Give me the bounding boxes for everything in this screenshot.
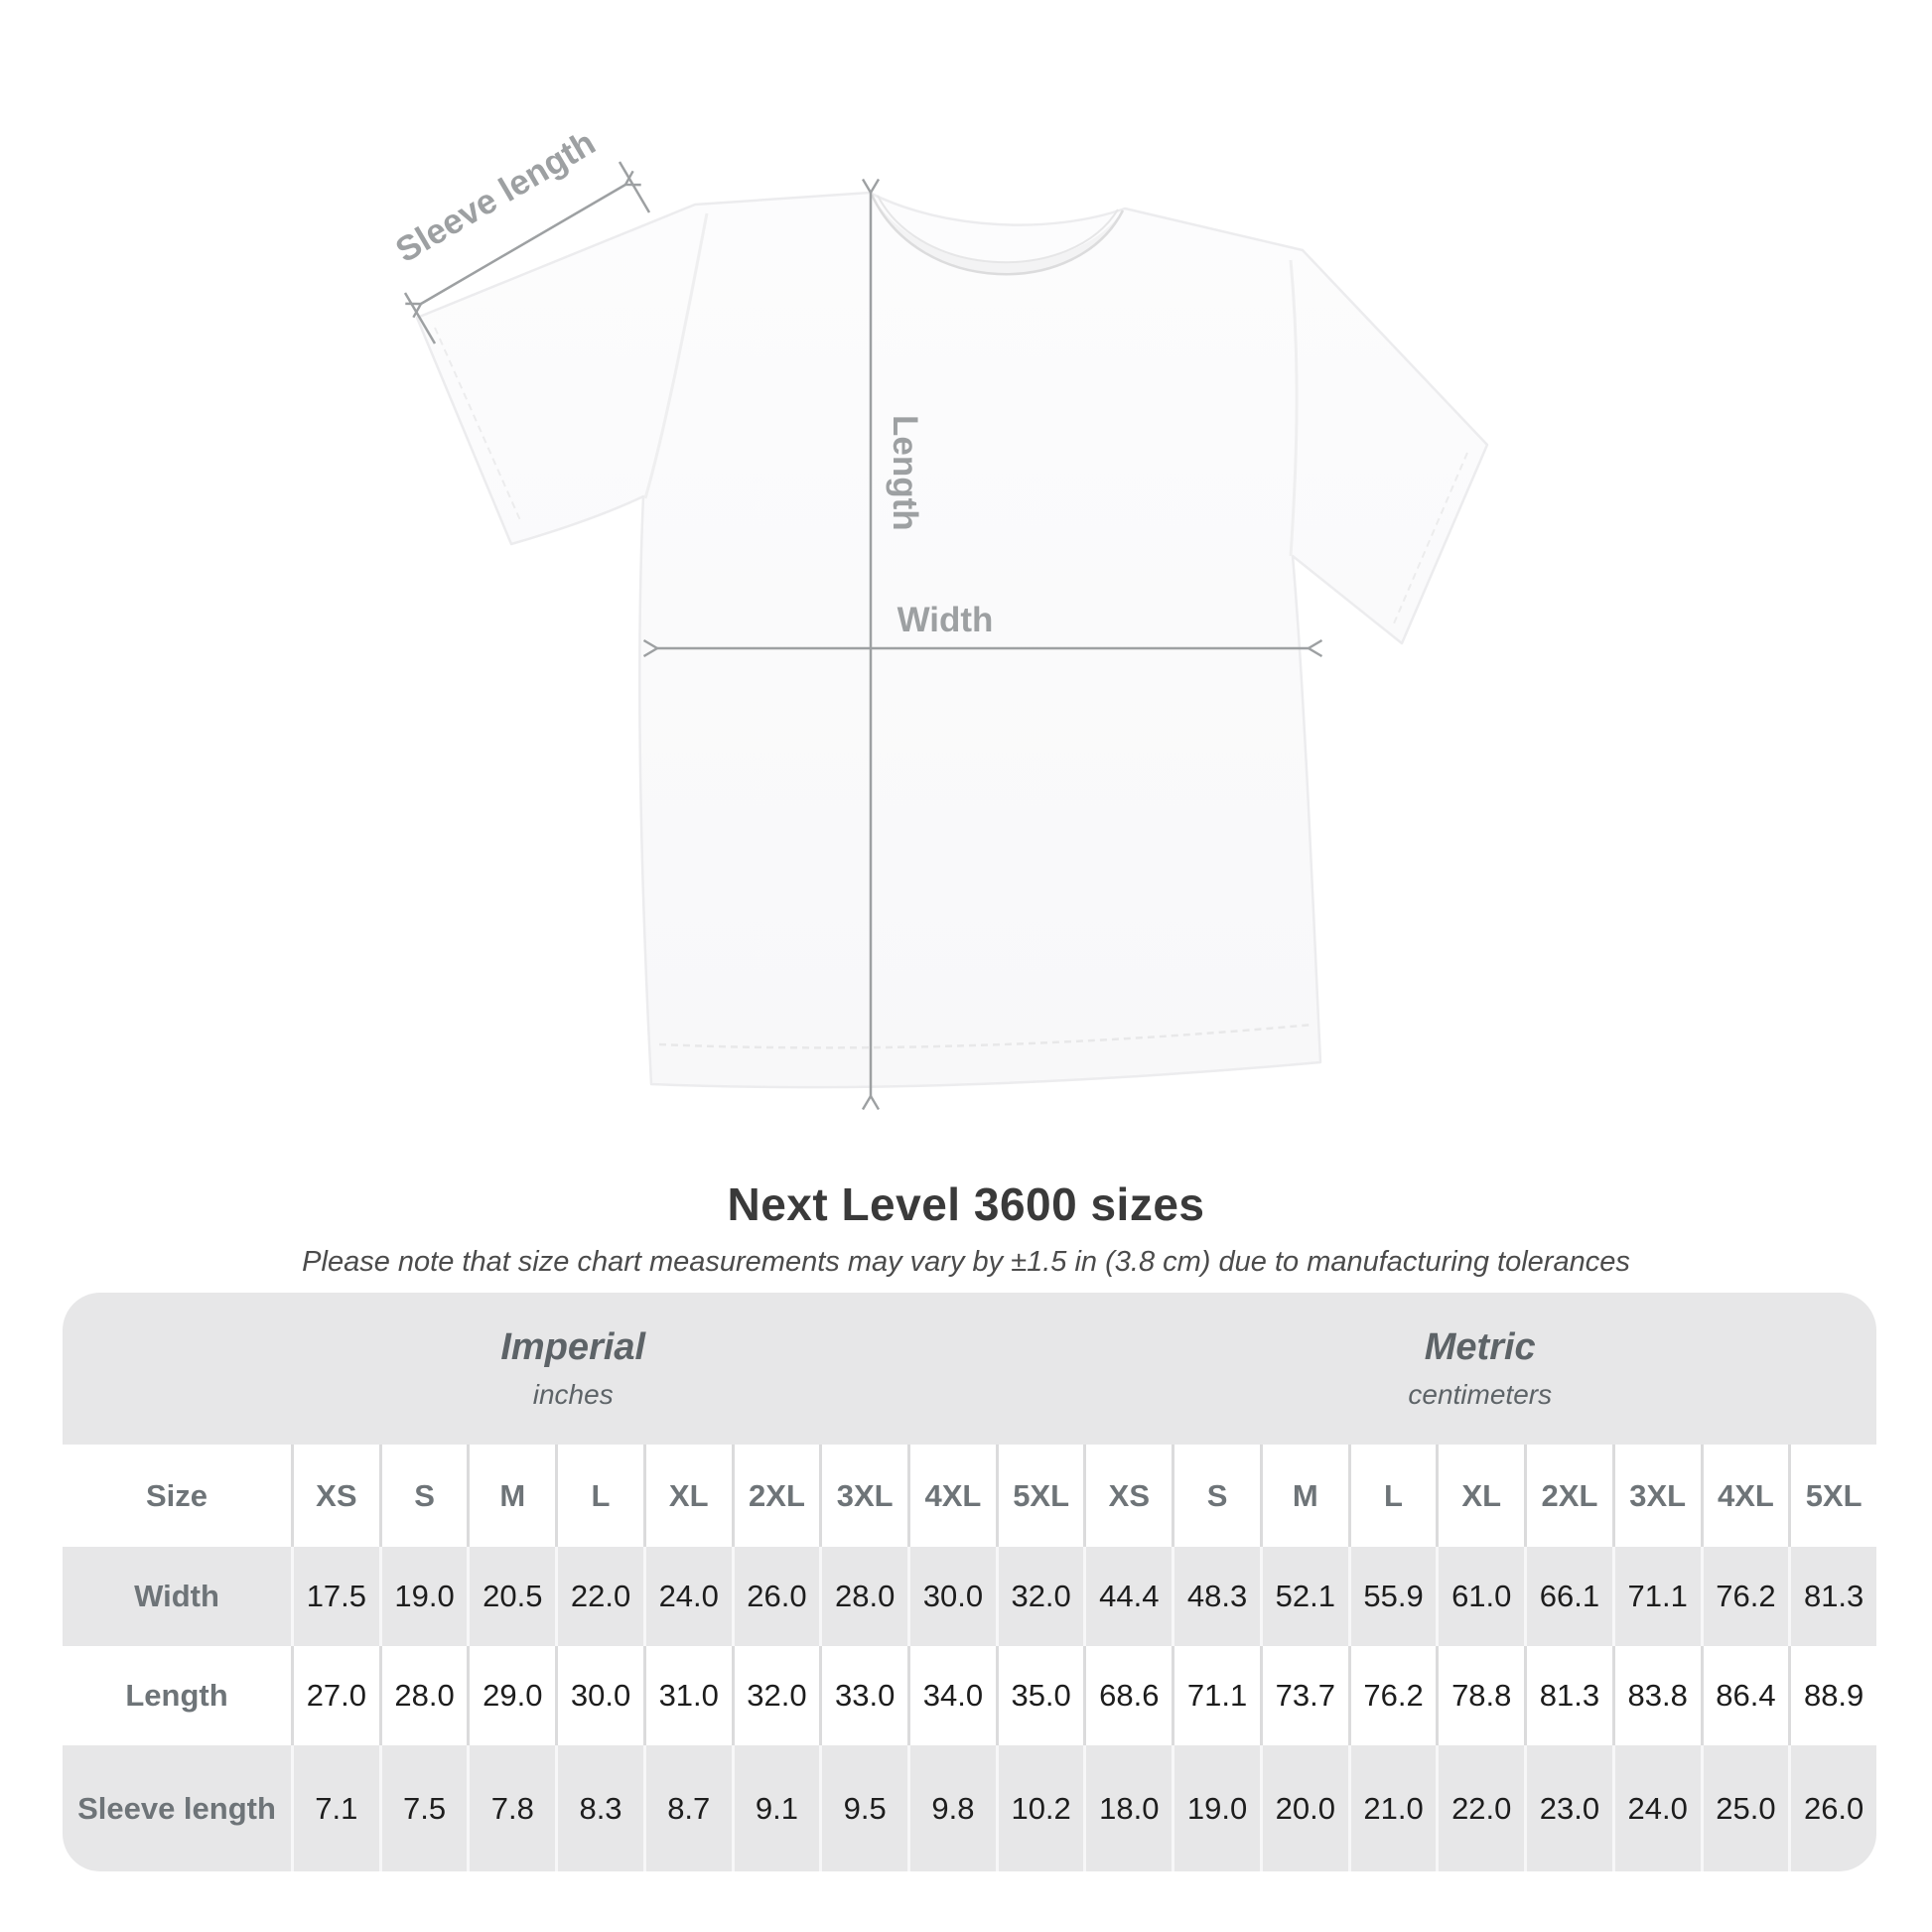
width-metric-2xl: 66.1 — [1524, 1547, 1612, 1646]
size-col-imperial-m: M — [467, 1445, 555, 1547]
length-label: Length — [886, 415, 924, 531]
sleeve-metric-5xl: 26.0 — [1788, 1745, 1876, 1871]
size-col-imperial-l: L — [555, 1445, 643, 1547]
sleeve-metric-m: 20.0 — [1260, 1745, 1348, 1871]
width-metric-3xl: 71.1 — [1612, 1547, 1701, 1646]
length-imperial-xs: 27.0 — [291, 1646, 379, 1745]
width-imperial-5xl: 32.0 — [996, 1547, 1084, 1646]
size-col-imperial-2xl: 2XL — [732, 1445, 820, 1547]
width-imperial-xs: 17.5 — [291, 1547, 379, 1646]
size-col-metric-xl: XL — [1436, 1445, 1524, 1547]
sleeve-metric-4xl: 25.0 — [1701, 1745, 1789, 1871]
width-metric-xs: 44.4 — [1083, 1547, 1172, 1646]
length-metric-m: 73.7 — [1260, 1646, 1348, 1745]
length-metric-2xl: 81.3 — [1524, 1646, 1612, 1745]
size-col-imperial-xs: XS — [291, 1445, 379, 1547]
length-imperial-l: 30.0 — [555, 1646, 643, 1745]
sleeve-metric-3xl: 24.0 — [1612, 1745, 1701, 1871]
sleeve-length-label: Sleeve length — [389, 123, 603, 271]
width-imperial-4xl: 30.0 — [907, 1547, 996, 1646]
length-metric-4xl: 86.4 — [1701, 1646, 1789, 1745]
width-metric-xl: 61.0 — [1436, 1547, 1524, 1646]
imperial-unit: inches — [532, 1379, 614, 1410]
sleeve-imperial-m: 7.8 — [467, 1745, 555, 1871]
sleeve-metric-xs: 18.0 — [1083, 1745, 1172, 1871]
sleeve-metric-l: 21.0 — [1348, 1745, 1437, 1871]
width-imperial-l: 22.0 — [555, 1547, 643, 1646]
length-metric-3xl: 83.8 — [1612, 1646, 1701, 1745]
length-imperial-3xl: 33.0 — [819, 1646, 907, 1745]
width-imperial-xl: 24.0 — [643, 1547, 732, 1646]
size-header-cell: Size — [63, 1445, 291, 1547]
length-imperial-m: 29.0 — [467, 1646, 555, 1745]
sleeve-imperial-3xl: 9.5 — [819, 1745, 907, 1871]
sleeve-imperial-xs: 7.1 — [291, 1745, 379, 1871]
length-metric-l: 76.2 — [1348, 1646, 1437, 1745]
length-imperial-5xl: 35.0 — [996, 1646, 1084, 1745]
width-metric-s: 48.3 — [1172, 1547, 1260, 1646]
width-metric-l: 55.9 — [1348, 1547, 1437, 1646]
sleeve-imperial-4xl: 9.8 — [907, 1745, 996, 1871]
length-metric-xs: 68.6 — [1083, 1646, 1172, 1745]
sleeve-imperial-5xl: 10.2 — [996, 1745, 1084, 1871]
tolerance-note: Please note that size chart measurements may vary by ±1.5 in (3.8 cm) due to manufacturing tolerances — [302, 1246, 1630, 1278]
width-metric-m: 52.1 — [1260, 1547, 1348, 1646]
sleeve-metric-s: 19.0 — [1172, 1745, 1260, 1871]
size-col-metric-2xl: 2XL — [1524, 1445, 1612, 1547]
sleeve-imperial-l: 8.3 — [555, 1745, 643, 1871]
length-imperial-2xl: 32.0 — [732, 1646, 820, 1745]
size-col-imperial-4xl: 4XL — [907, 1445, 996, 1547]
size-col-imperial-s: S — [379, 1445, 468, 1547]
width-imperial-m: 20.5 — [467, 1547, 555, 1646]
size-table — [63, 1293, 1876, 1871]
size-col-imperial-xl: XL — [643, 1445, 732, 1547]
size-col-metric-xs: XS — [1083, 1445, 1172, 1547]
sleeve-metric-2xl: 23.0 — [1524, 1745, 1612, 1871]
sleeve-imperial-s: 7.5 — [379, 1745, 468, 1871]
size-col-metric-l: L — [1348, 1445, 1437, 1547]
width-label: Width — [897, 601, 994, 639]
width-imperial-2xl: 26.0 — [732, 1547, 820, 1646]
tshirt-shape — [417, 193, 1487, 1087]
sleeve-metric-xl: 22.0 — [1436, 1745, 1524, 1871]
length-imperial-4xl: 34.0 — [907, 1646, 996, 1745]
page-title: Next Level 3600 sizes — [727, 1178, 1205, 1230]
width-imperial-3xl: 28.0 — [819, 1547, 907, 1646]
size-col-imperial-5xl: 5XL — [996, 1445, 1084, 1547]
row-label-length: Length — [63, 1646, 291, 1745]
length-metric-5xl: 88.9 — [1788, 1646, 1876, 1745]
length-metric-xl: 78.8 — [1436, 1646, 1524, 1745]
length-imperial-s: 28.0 — [379, 1646, 468, 1745]
size-col-metric-4xl: 4XL — [1701, 1445, 1789, 1547]
imperial-header — [63, 1293, 1083, 1445]
length-metric-s: 71.1 — [1172, 1646, 1260, 1745]
size-col-metric-3xl: 3XL — [1612, 1445, 1701, 1547]
length-imperial-xl: 31.0 — [643, 1646, 732, 1745]
size-col-imperial-3xl: 3XL — [819, 1445, 907, 1547]
size-col-metric-m: M — [1260, 1445, 1348, 1547]
size-col-metric-5xl: 5XL — [1788, 1445, 1876, 1547]
row-label-sleeve-length: Sleeve length — [63, 1745, 291, 1871]
width-imperial-s: 19.0 — [379, 1547, 468, 1646]
size-col-metric-s: S — [1172, 1445, 1260, 1547]
width-metric-4xl: 76.2 — [1701, 1547, 1789, 1646]
sleeve-imperial-2xl: 9.1 — [732, 1745, 820, 1871]
sleeve-imperial-xl: 8.7 — [643, 1745, 732, 1871]
row-label-width: Width — [63, 1547, 291, 1646]
width-metric-5xl: 81.3 — [1788, 1547, 1876, 1646]
metric-unit: centimeters — [1408, 1379, 1553, 1410]
metric-label: Metric — [1424, 1326, 1536, 1368]
imperial-label: Imperial — [500, 1326, 646, 1368]
metric-header — [1083, 1293, 1876, 1445]
